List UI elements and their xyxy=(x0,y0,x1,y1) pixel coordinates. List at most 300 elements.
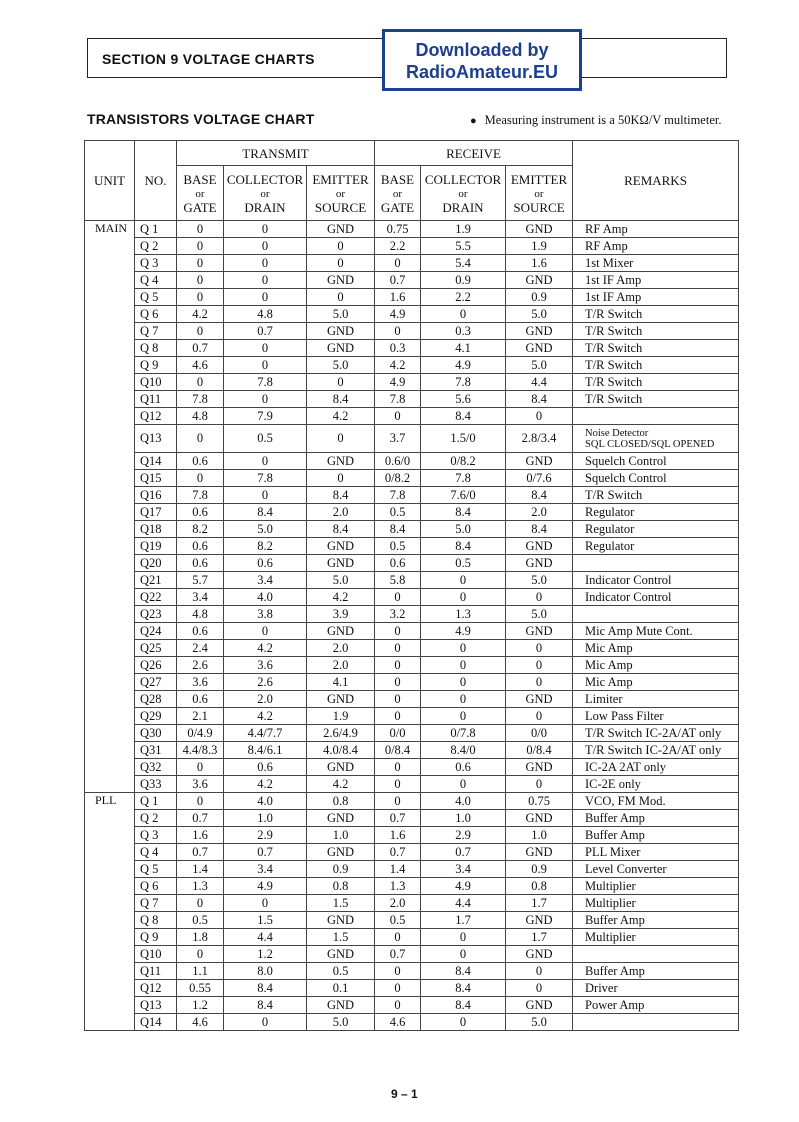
voltage-cell: 0 xyxy=(307,238,375,255)
voltage-cell: 2.1 xyxy=(177,708,224,725)
voltage-cell: 4.4/8.3 xyxy=(177,742,224,759)
remarks-cell: Indicator Control xyxy=(573,572,739,589)
transistor-no: Q10 xyxy=(135,946,177,963)
transistor-no: Q30 xyxy=(135,725,177,742)
download-badge xyxy=(382,29,582,91)
voltage-cell: 0/0 xyxy=(375,725,421,742)
voltage-cell: 2.4 xyxy=(177,640,224,657)
transistor-no: Q11 xyxy=(135,963,177,980)
voltage-cell: 1.0 xyxy=(506,827,573,844)
voltage-cell: 4.2 xyxy=(224,640,307,657)
transistor-no: Q22 xyxy=(135,589,177,606)
transistor-no: Q14 xyxy=(135,453,177,470)
transistor-no: Q 8 xyxy=(135,340,177,357)
voltage-cell: 0 xyxy=(506,408,573,425)
remarks-cell: PLL Mixer xyxy=(573,844,739,861)
voltage-cell: 0 xyxy=(224,487,307,504)
transistor-no: Q 1 xyxy=(135,793,177,810)
voltage-cell: GND xyxy=(506,221,573,238)
remarks-cell: Squelch Control xyxy=(573,470,739,487)
remarks-cell: T/R Switch xyxy=(573,357,739,374)
voltage-cell: 8.4 xyxy=(421,538,506,555)
table-row xyxy=(85,289,739,306)
table-row xyxy=(85,272,739,289)
voltage-cell: 0.6 xyxy=(224,759,307,776)
remarks-cell: Mic Amp Mute Cont. xyxy=(573,623,739,640)
voltage-cell: 0 xyxy=(421,776,506,793)
voltage-cell: 2.9 xyxy=(421,827,506,844)
unit-cell: PLL xyxy=(85,793,135,1031)
voltage-cell: 4.8 xyxy=(177,408,224,425)
remarks-cell: Buffer Amp xyxy=(573,827,739,844)
voltage-cell: 2.6 xyxy=(224,674,307,691)
voltage-cell: 0.5 xyxy=(177,912,224,929)
voltage-cell: 1.9 xyxy=(506,238,573,255)
voltage-cell: 5.0 xyxy=(307,357,375,374)
header-row-groups xyxy=(85,141,739,166)
voltage-cell: 8.2 xyxy=(177,521,224,538)
voltage-cell: 0 xyxy=(421,1014,506,1031)
voltage-cell: 0 xyxy=(421,657,506,674)
unit-header: UNIT xyxy=(85,141,135,221)
transistor-no: Q32 xyxy=(135,759,177,776)
voltage-cell: 0 xyxy=(177,323,224,340)
voltage-cell: 0/0 xyxy=(506,725,573,742)
voltage-cell: 4.9 xyxy=(421,878,506,895)
voltage-cell: 1.2 xyxy=(177,997,224,1014)
voltage-cell: 0 xyxy=(421,589,506,606)
remarks-cell: VCO, FM Mod. xyxy=(573,793,739,810)
table-row xyxy=(85,487,739,504)
transistor-no: Q15 xyxy=(135,470,177,487)
voltage-cell: 0.6 xyxy=(375,555,421,572)
voltage-cell: 0.6 xyxy=(177,623,224,640)
voltage-cell: 7.8 xyxy=(375,487,421,504)
table-row xyxy=(85,589,739,606)
voltage-cell: 3.2 xyxy=(375,606,421,623)
voltage-cell: 0.6 xyxy=(177,555,224,572)
voltage-cell: 1.3 xyxy=(177,878,224,895)
voltage-cell: GND xyxy=(506,997,573,1014)
voltage-cell: 4.6 xyxy=(177,1014,224,1031)
voltage-cell: 0 xyxy=(177,255,224,272)
voltage-cell: GND xyxy=(506,453,573,470)
voltage-cell: 0 xyxy=(307,470,375,487)
table-row xyxy=(85,453,739,470)
voltage-cell: 8.4 xyxy=(307,521,375,538)
table-row xyxy=(85,861,739,878)
voltage-cell: 8.4 xyxy=(307,487,375,504)
voltage-cell: 0 xyxy=(506,776,573,793)
voltage-cell: 0.75 xyxy=(506,793,573,810)
voltage-cell: 0 xyxy=(375,997,421,1014)
measurement-note xyxy=(470,113,721,128)
voltage-cell: 1.4 xyxy=(177,861,224,878)
remarks-cell: Driver xyxy=(573,980,739,997)
rx-emitter-header: EMITTER or SOURCE xyxy=(506,166,573,221)
transistor-no: Q25 xyxy=(135,640,177,657)
page-number: 9 – 1 xyxy=(391,1087,418,1101)
voltage-cell: 2.9 xyxy=(224,827,307,844)
transistor-no: Q24 xyxy=(135,623,177,640)
voltage-cell: 0 xyxy=(506,657,573,674)
voltage-cell: 0.5 xyxy=(375,912,421,929)
remarks-cell: Buffer Amp xyxy=(573,963,739,980)
voltage-cell: 3.9 xyxy=(307,606,375,623)
transistor-no: Q28 xyxy=(135,691,177,708)
remarks-cell xyxy=(573,408,739,425)
voltage-cell: GND xyxy=(307,340,375,357)
voltage-table xyxy=(84,140,739,1031)
table-row xyxy=(85,895,739,912)
voltage-cell: 1.2 xyxy=(224,946,307,963)
no-header: NO. xyxy=(135,141,177,221)
chart-title: TRANSISTORS VOLTAGE CHART xyxy=(87,111,315,127)
remarks-cell: Buffer Amp xyxy=(573,912,739,929)
voltage-cell: 0 xyxy=(307,255,375,272)
voltage-cell: 0 xyxy=(307,425,375,453)
table-row xyxy=(85,504,739,521)
voltage-cell: GND xyxy=(307,221,375,238)
transistor-no: Q 6 xyxy=(135,306,177,323)
voltage-cell: 0 xyxy=(375,623,421,640)
voltage-cell: GND xyxy=(506,759,573,776)
table-row xyxy=(85,657,739,674)
voltage-cell: 0 xyxy=(224,221,307,238)
voltage-cell: 2.6/4.9 xyxy=(307,725,375,742)
remarks-cell: Multiplier xyxy=(573,929,739,946)
table-row xyxy=(85,929,739,946)
voltage-cell: 5.0 xyxy=(307,572,375,589)
transistor-no: Q23 xyxy=(135,606,177,623)
voltage-cell: 1.3 xyxy=(375,878,421,895)
voltage-cell: 4.4 xyxy=(506,374,573,391)
download-line-2: RadioAmateur.EU xyxy=(405,62,559,82)
voltage-cell: 4.1 xyxy=(421,340,506,357)
voltage-cell: 4.2 xyxy=(307,776,375,793)
voltage-cell: 5.0 xyxy=(506,572,573,589)
transistor-no: Q 9 xyxy=(135,357,177,374)
voltage-cell: 0 xyxy=(224,357,307,374)
transmit-header: TRANSMIT xyxy=(177,141,375,166)
voltage-cell: 0 xyxy=(375,408,421,425)
transistor-no: Q21 xyxy=(135,572,177,589)
voltage-cell: 0.75 xyxy=(375,221,421,238)
voltage-cell: GND xyxy=(307,272,375,289)
voltage-cell: 8.4 xyxy=(224,504,307,521)
voltage-cell: 7.8 xyxy=(421,470,506,487)
voltage-cell: GND xyxy=(506,912,573,929)
voltage-cell: 7.6/0 xyxy=(421,487,506,504)
voltage-cell: 3.4 xyxy=(421,861,506,878)
voltage-cell: GND xyxy=(307,844,375,861)
transistor-no: Q 2 xyxy=(135,810,177,827)
voltage-cell: 7.8 xyxy=(224,470,307,487)
voltage-cell: 0 xyxy=(375,793,421,810)
voltage-cell: 2.0 xyxy=(307,657,375,674)
table-row xyxy=(85,555,739,572)
voltage-cell: 1.0 xyxy=(421,810,506,827)
voltage-cell: 0 xyxy=(375,255,421,272)
voltage-cell: 1.7 xyxy=(506,929,573,946)
voltage-cell: 4.0 xyxy=(224,589,307,606)
voltage-cell: 8.4/6.1 xyxy=(224,742,307,759)
bullet-icon: ● xyxy=(470,115,477,127)
table-row xyxy=(85,980,739,997)
remarks-cell: Noise Detector SQL CLOSED/SQL OPENED xyxy=(573,425,739,453)
voltage-cell: GND xyxy=(307,997,375,1014)
voltage-cell: 3.4 xyxy=(224,861,307,878)
voltage-cell: 0/8.2 xyxy=(375,470,421,487)
table-row xyxy=(85,538,739,555)
voltage-cell: 2.6 xyxy=(177,657,224,674)
voltage-cell: 0 xyxy=(375,691,421,708)
voltage-cell: 0.8 xyxy=(506,878,573,895)
voltage-cell: 1.5 xyxy=(307,895,375,912)
tx-base-header: BASE or GATE xyxy=(177,166,224,221)
remarks-cell: T/R Switch xyxy=(573,487,739,504)
voltage-cell: 7.8 xyxy=(224,374,307,391)
voltage-cell: 2.0 xyxy=(224,691,307,708)
voltage-cell: 5.8 xyxy=(375,572,421,589)
voltage-cell: 0.7 xyxy=(375,946,421,963)
voltage-cell: 2.0 xyxy=(307,504,375,521)
voltage-cell: 0.5 xyxy=(421,555,506,572)
transistor-no: Q12 xyxy=(135,980,177,997)
voltage-cell: 3.7 xyxy=(375,425,421,453)
transistor-no: Q27 xyxy=(135,674,177,691)
voltage-cell: 0.9 xyxy=(506,861,573,878)
voltage-cell: 8.4 xyxy=(224,980,307,997)
voltage-cell: 0.55 xyxy=(177,980,224,997)
table-row xyxy=(85,306,739,323)
transistor-no: Q13 xyxy=(135,997,177,1014)
voltage-cell: 4.9 xyxy=(375,374,421,391)
remarks-cell: Multiplier xyxy=(573,895,739,912)
voltage-cell: 1.5 xyxy=(224,912,307,929)
voltage-cell: 0 xyxy=(177,946,224,963)
voltage-cell: 1.4 xyxy=(375,861,421,878)
voltage-cell: 1.5/0 xyxy=(421,425,506,453)
voltage-cell: 0 xyxy=(307,289,375,306)
transistor-no: Q14 xyxy=(135,1014,177,1031)
table-row xyxy=(85,708,739,725)
voltage-cell: GND xyxy=(506,623,573,640)
voltage-cell: 0 xyxy=(421,708,506,725)
transistor-no: Q12 xyxy=(135,408,177,425)
table-row xyxy=(85,357,739,374)
transistor-no: Q11 xyxy=(135,391,177,408)
voltage-cell: 4.1 xyxy=(307,674,375,691)
remarks-cell: Regulator xyxy=(573,538,739,555)
voltage-cell: 1.9 xyxy=(421,221,506,238)
voltage-cell: 3.8 xyxy=(224,606,307,623)
voltage-cell: 8.4 xyxy=(421,408,506,425)
remarks-cell: Level Converter xyxy=(573,861,739,878)
voltage-cell: 8.4 xyxy=(506,487,573,504)
voltage-cell: 0.7 xyxy=(421,844,506,861)
voltage-cell: 0 xyxy=(224,255,307,272)
remarks-cell: T/R Switch xyxy=(573,374,739,391)
voltage-cell: 1.7 xyxy=(421,912,506,929)
table-row xyxy=(85,606,739,623)
voltage-cell: 4.6 xyxy=(177,357,224,374)
remarks-cell: T/R Switch xyxy=(573,391,739,408)
voltage-cell: 4.8 xyxy=(177,606,224,623)
table-row xyxy=(85,691,739,708)
voltage-cell: 0 xyxy=(177,793,224,810)
voltage-cell: 4.6 xyxy=(375,1014,421,1031)
table-row xyxy=(85,323,739,340)
voltage-cell: 0.6 xyxy=(177,691,224,708)
table-row xyxy=(85,1014,739,1031)
voltage-cell: 3.6 xyxy=(177,674,224,691)
remarks-cell: Regulator xyxy=(573,504,739,521)
voltage-cell: 7.9 xyxy=(224,408,307,425)
voltage-cell: 0 xyxy=(177,895,224,912)
voltage-cell: 1.8 xyxy=(177,929,224,946)
remarks-cell: Squelch Control xyxy=(573,453,739,470)
voltage-cell: 8.4 xyxy=(375,521,421,538)
voltage-cell: 0.5 xyxy=(224,425,307,453)
voltage-cell: 0.9 xyxy=(421,272,506,289)
transistor-no: Q33 xyxy=(135,776,177,793)
voltage-cell: 1.6 xyxy=(177,827,224,844)
transistor-no: Q29 xyxy=(135,708,177,725)
remarks-cell: IC-2A 2AT only xyxy=(573,759,739,776)
tx-collector-header: COLLECTOR or DRAIN xyxy=(224,166,307,221)
voltage-cell: 4.9 xyxy=(224,878,307,895)
voltage-cell: 7.8 xyxy=(421,374,506,391)
voltage-cell: 0 xyxy=(375,589,421,606)
voltage-cell: 0 xyxy=(506,589,573,606)
voltage-cell: 4.9 xyxy=(421,623,506,640)
voltage-cell: 0 xyxy=(375,323,421,340)
voltage-cell: 0 xyxy=(375,776,421,793)
voltage-cell: 0 xyxy=(177,425,224,453)
voltage-cell: GND xyxy=(506,810,573,827)
voltage-cell: GND xyxy=(307,538,375,555)
voltage-cell: 0 xyxy=(421,929,506,946)
voltage-cell: 0/7.8 xyxy=(421,725,506,742)
voltage-cell: 5.0 xyxy=(506,357,573,374)
voltage-cell: 5.0 xyxy=(307,306,375,323)
voltage-cell: 1.6 xyxy=(375,827,421,844)
remarks-cell xyxy=(573,606,739,623)
voltage-cell: 7.8 xyxy=(177,487,224,504)
voltage-cell: 4.0/8.4 xyxy=(307,742,375,759)
voltage-cell: 5.4 xyxy=(421,255,506,272)
voltage-cell: 0 xyxy=(177,470,224,487)
voltage-cell: 8.4 xyxy=(421,980,506,997)
voltage-cell: 0 xyxy=(421,946,506,963)
voltage-cell: 0 xyxy=(224,340,307,357)
voltage-cell: GND xyxy=(307,323,375,340)
table-row xyxy=(85,759,739,776)
voltage-cell: 5.5 xyxy=(421,238,506,255)
voltage-cell: 0 xyxy=(307,374,375,391)
voltage-cell: 0 xyxy=(224,1014,307,1031)
voltage-cell: 1.0 xyxy=(224,810,307,827)
transistor-no: Q31 xyxy=(135,742,177,759)
voltage-cell: 0 xyxy=(224,895,307,912)
remarks-cell: T/R Switch xyxy=(573,323,739,340)
voltage-cell: 0 xyxy=(177,289,224,306)
table-row xyxy=(85,425,739,453)
download-line-1: Downloaded by xyxy=(415,40,549,60)
voltage-cell: GND xyxy=(307,555,375,572)
voltage-cell: 4.4/7.7 xyxy=(224,725,307,742)
voltage-cell: 8.4 xyxy=(506,391,573,408)
transistor-no: Q18 xyxy=(135,521,177,538)
voltage-cell: 2.0 xyxy=(375,895,421,912)
transistor-no: Q 9 xyxy=(135,929,177,946)
remarks-header: REMARKS xyxy=(573,141,739,221)
voltage-cell: 0 xyxy=(224,623,307,640)
voltage-cell: 0.8 xyxy=(307,878,375,895)
voltage-cell: 2.2 xyxy=(375,238,421,255)
table-row xyxy=(85,997,739,1014)
voltage-cell: 0 xyxy=(375,674,421,691)
remarks-cell: Mic Amp xyxy=(573,657,739,674)
voltage-cell: 4.0 xyxy=(224,793,307,810)
transistor-no: Q26 xyxy=(135,657,177,674)
voltage-cell: 0/4.9 xyxy=(177,725,224,742)
remarks-cell: T/R Switch IC-2A/AT only xyxy=(573,742,739,759)
voltage-cell: 0 xyxy=(177,221,224,238)
voltage-cell: 0 xyxy=(375,929,421,946)
table-row xyxy=(85,374,739,391)
voltage-cell: 4.2 xyxy=(177,306,224,323)
remarks-cell: Regulator xyxy=(573,521,739,538)
voltage-cell: GND xyxy=(307,691,375,708)
table-row xyxy=(85,912,739,929)
voltage-cell: 0.6 xyxy=(177,538,224,555)
remarks-cell: Indicator Control xyxy=(573,589,739,606)
remarks-cell: Limiter xyxy=(573,691,739,708)
voltage-cell: 1.1 xyxy=(177,963,224,980)
voltage-cell: 0 xyxy=(506,674,573,691)
transistor-no: Q 4 xyxy=(135,844,177,861)
voltage-cell: 1.5 xyxy=(307,929,375,946)
table-row xyxy=(85,623,739,640)
transistor-no: Q16 xyxy=(135,487,177,504)
remarks-cell: Mic Amp xyxy=(573,640,739,657)
transistor-no: Q 5 xyxy=(135,289,177,306)
voltage-cell: 0 xyxy=(375,980,421,997)
voltage-cell: 4.8 xyxy=(224,306,307,323)
voltage-cell: GND xyxy=(307,453,375,470)
voltage-cell: 5.0 xyxy=(307,1014,375,1031)
voltage-cell: 8.0 xyxy=(224,963,307,980)
voltage-cell: 0 xyxy=(224,289,307,306)
table-row xyxy=(85,408,739,425)
table-row xyxy=(85,470,739,487)
voltage-cell: 4.2 xyxy=(375,357,421,374)
remarks-cell: Power Amp xyxy=(573,997,739,1014)
voltage-cell: 0/8.4 xyxy=(375,742,421,759)
voltage-cell: 0.3 xyxy=(375,340,421,357)
voltage-cell: 0 xyxy=(506,963,573,980)
voltage-cell: 0 xyxy=(375,708,421,725)
voltage-cell: 0 xyxy=(177,238,224,255)
voltage-cell: 0 xyxy=(177,374,224,391)
voltage-cell: 3.6 xyxy=(224,657,307,674)
transistor-no: Q20 xyxy=(135,555,177,572)
table-row xyxy=(85,640,739,657)
receive-header: RECEIVE xyxy=(375,141,573,166)
voltage-cell: 2.8/3.4 xyxy=(506,425,573,453)
